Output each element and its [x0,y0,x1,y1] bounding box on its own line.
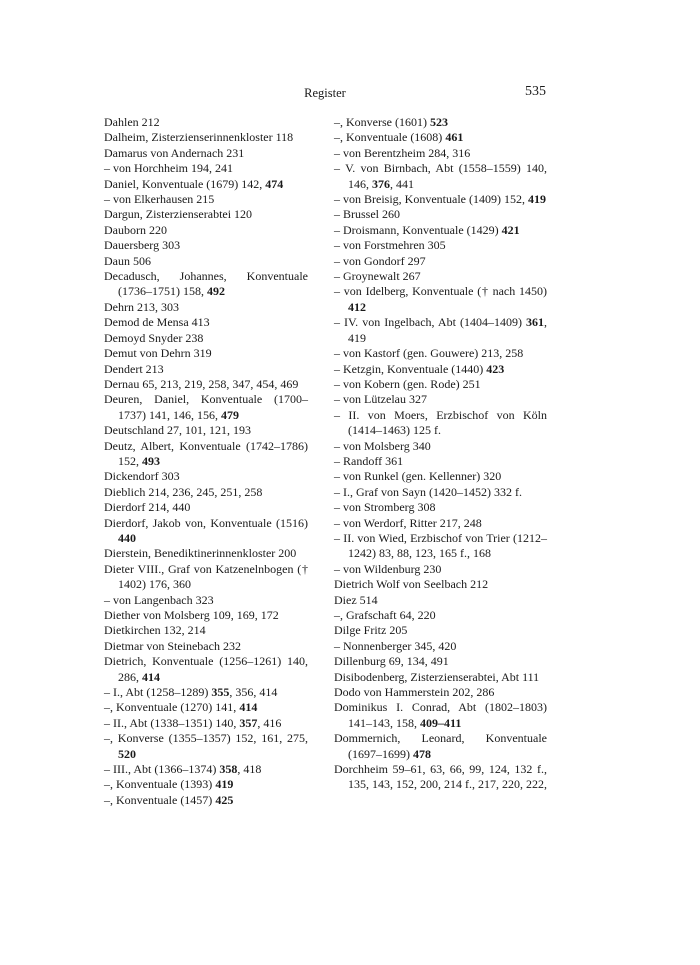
entry-text: Disibodenberg, Zisterzienserabtei, Abt 111 [334,669,540,684]
index-entry [334,269,547,284]
index-entry [104,300,308,315]
index-entry [334,593,547,608]
index-entry [104,207,308,222]
index-entry [334,700,547,731]
entry-text: Dorchheim 59–61, 63, 66, 99, 124, 132 f., 135, 143, 152, 200, 214 f., 217, 220, 222, [334,762,547,792]
entry-text: – von Berentzheim 284, 316 [334,145,471,160]
entry-text: Dauersberg 303 [104,238,181,253]
index-entry [334,500,547,515]
bold-page-ref: 419 [527,192,546,207]
bold-page-ref: 478 [413,746,431,761]
index-entry [334,670,547,685]
entry-text: Damarus von Andernach 231 [104,145,245,160]
entry-text: , 419 [348,315,547,345]
entry-text: Deuren, Daniel, Konventuale (1700–1737) 141, 146, 156, [104,392,308,422]
running-title: Register [304,86,346,100]
entry-text: Dietkirchen 132, 214 [104,623,206,638]
index-entry [104,177,308,192]
entry-text: – von Wildenburg 230 [334,561,442,576]
entry-text: – von Gondorf 297 [334,253,426,268]
bold-page-ref: 423 [486,361,505,376]
index-entry [334,639,547,654]
index-entry [334,654,547,669]
index-entry [104,777,308,792]
index-entry [334,531,547,562]
entry-text: – von Stromberg 308 [334,500,436,515]
bold-page-ref: 425 [215,792,234,807]
index-entry [104,423,308,438]
entry-text: Dendert 213 [104,361,164,376]
index-entry [104,685,308,700]
entry-text: – Brussel 260 [334,207,400,222]
bold-page-ref: 474 [265,176,284,191]
index-entry [104,331,308,346]
index-entry [334,392,547,407]
entry-text: Dietrich, Konventuale (1256–1261) 140, 286, [104,654,308,684]
entry-text: –, Konventuale (1457) [104,792,216,807]
index-entry [104,223,308,238]
entry-text: Dominikus I. Conrad, Abt (1802–1803) 141–143, 158, [334,700,547,730]
bold-page-ref: 440 [118,530,136,545]
index-entry [104,716,308,731]
entry-text: Dehrn 213, 303 [104,299,179,314]
bold-page-ref: 357 [239,715,258,730]
entry-text: – IV. von Ingelbach, Abt (1404–1409) [334,315,526,330]
bold-page-ref: 409–411 [420,715,462,730]
entry-text: Dilge Fritz 205 [334,623,408,638]
bold-page-ref: 376 [372,176,390,191]
index-entry [104,377,308,392]
index-entry [104,115,308,130]
entry-text: Deutz, Albert, Konventuale (1742–1786) 152, [104,438,308,468]
index-column-left [104,115,308,808]
index-entry [334,130,547,145]
index-entry [104,392,308,423]
index-column-right [334,115,547,793]
index-entry [334,161,547,192]
entry-text: , 418 [237,762,262,777]
index-entry [104,700,308,715]
entry-text: –, Konventuale (1393) [104,777,216,792]
index-entry [334,238,547,253]
index-entry [334,377,547,392]
entry-text: – Randoff 361 [334,453,404,468]
index-entry [104,623,308,638]
entry-text: Dargun, Zisterzienserabtei 120 [104,207,253,222]
index-entry [334,346,547,361]
entry-text: – Groynewalt 267 [334,269,421,284]
entry-text: Demod de Mensa 413 [104,315,210,330]
entry-text: – III., Abt (1366–1374) [104,762,220,777]
entry-text: Dierstein, Benediktinerinnenkloster 200 [104,546,297,561]
bold-page-ref: 493 [142,453,160,468]
entry-text: Dieblich 214, 236, 245, 251, 258 [104,484,263,499]
index-entry [334,223,547,238]
entry-text: – von Elkerhausen 215 [104,192,215,207]
entry-text: Daniel, Konventuale (1679) 142, [104,176,266,191]
bold-page-ref: 479 [221,407,239,422]
entry-text: – von Kobern (gen. Rode) 251 [334,376,481,391]
entry-text: –, Konverse (1355–1357) 152, 161, 275, [104,731,308,746]
entry-text: Deutschland 27, 101, 121, 193 [104,423,251,438]
index-entry [104,608,308,623]
index-entry [334,516,547,531]
bold-page-ref: 461 [445,130,464,145]
index-entry [334,731,547,762]
index-entry [104,485,308,500]
bold-page-ref: 421 [501,222,520,237]
index-entry [104,562,308,593]
index-entry [104,130,308,145]
index-entry [104,146,308,161]
entry-text: Diether von Molsberg 109, 169, 172 [104,608,279,622]
bold-page-ref: 412 [348,299,366,314]
index-entry [334,762,547,793]
entry-text: – II. von Moers, Erzbischof von Köln (1414–1463) 125 f. [334,407,547,438]
index-entry [334,623,547,638]
index-entry [104,192,308,207]
entry-text: –, Konverse (1601) [334,115,430,129]
entry-text: – von Forstmehren 305 [334,238,446,253]
index-entry [334,207,547,222]
index-entry [334,146,547,161]
index-entry [104,731,308,762]
entry-text: – von Runkel (gen. Kellenner) 320 [334,469,502,484]
index-entry [334,685,547,700]
entry-text: Dierdorf 214, 440 [104,500,191,515]
index-entry [334,284,547,315]
bold-page-ref: 355 [211,685,230,700]
entry-text: – I., Graf von Sayn (1420–1452) 332 f. [334,484,522,499]
index-entry [104,516,308,547]
entry-text: Demut von Dehrn 319 [104,346,212,361]
entry-text: Decadusch, Johannes, Konventuale (1736–1751) 158, [104,269,308,299]
entry-text: – II. von Wied, Erzbischof von Trier (1212–1242) 83, 88, 123, 165 f., 168 [334,530,547,561]
index-entry [104,254,308,269]
entry-text: Dietmar von Steinebach 232 [104,638,241,653]
index-entry [334,608,547,623]
index-entry [104,793,308,808]
entry-text: , 416 [257,715,282,730]
index-entry [104,269,308,300]
entry-text: – Droismann, Konventuale (1429) [334,222,502,237]
entry-text: Diez 514 [334,592,378,607]
index-entry [104,161,308,176]
entry-text: Dickendorf 303 [104,469,180,484]
index-entry [334,192,547,207]
index-entry [334,315,547,346]
index-entry [104,500,308,515]
entry-text: Dommernich, Leonard, Konventuale (1697–1699) [334,731,547,761]
index-entry [104,593,308,608]
page-header [104,84,546,104]
bold-page-ref: 414 [142,669,160,684]
index-entry [104,654,308,685]
bold-page-ref: 492 [207,284,225,299]
page-number: 535 [525,84,546,99]
index-entry [104,639,308,654]
bold-page-ref: 414 [239,700,258,715]
bold-page-ref: 520 [118,746,136,761]
entry-text: , 356, 414 [229,685,278,700]
index-entry [334,439,547,454]
entry-text: Dodo von Hammerstein 202, 286 [334,685,495,700]
entry-text: – von Molsberg 340 [334,438,431,453]
entry-text: Daun 506 [104,253,151,268]
entry-text: Dernau 65, 213, 219, 258, 347, 454, 469 [104,376,299,391]
entry-text: Dierdorf, Jakob von, Konventuale (1516) [104,515,308,530]
entry-text: –, Grafschaft 64, 220 [334,608,436,622]
entry-text: – V. von Birnbach, Abt (1558–1559) 140, 146, [334,161,547,191]
entry-text: Dauborn 220 [104,222,167,237]
entry-text: – von Horchheim 194, 241 [104,161,233,176]
bold-page-ref: 358 [219,762,238,777]
index-entry [104,469,308,484]
entry-text: –, Konventuale (1608) [334,130,446,145]
index-entry [104,546,308,561]
entry-text: Dietrich Wolf von Seelbach 212 [334,577,489,592]
bold-page-ref: 523 [429,115,448,129]
index-entry [334,454,547,469]
entry-text: – von Werdorf, Ritter 217, 248 [334,515,482,530]
bold-page-ref: 419 [215,777,234,792]
index-entry [334,469,547,484]
index-entry [334,485,547,500]
entry-text: – von Breisig, Konventuale (1409) 152, [334,192,528,207]
index-entry [104,315,308,330]
index-entry [104,238,308,253]
index-entry [104,439,308,470]
entry-text: Dieter VIII., Graf von Katzenelnbogen († 1402) 176, 360 [104,561,308,592]
entry-text: – von Kastorf (gen. Gouwere) 213, 258 [334,346,524,361]
entry-text: Dalheim, Zisterzienserinnenkloster 118 [104,130,294,145]
index-entry [334,408,547,439]
entry-text: Demoyd Snyder 238 [104,330,204,345]
entry-text: Dahlen 212 [104,115,160,129]
entry-text: – II., Abt (1338–1351) 140, [104,715,240,730]
entry-text: , 441 [390,176,414,191]
index-entry [334,254,547,269]
entry-text: – Nonnenberger 345, 420 [334,638,457,653]
entry-text: – von Lützelau 327 [334,392,427,407]
index-entry [334,115,547,130]
entry-text: – I., Abt (1258–1289) [104,685,212,700]
index-entry [104,346,308,361]
entry-text: Dillenburg 69, 134, 491 [334,654,449,669]
index-entry [104,762,308,777]
entry-text: – von Langenbach 323 [104,592,214,607]
index-entry [334,562,547,577]
index-entry [334,362,547,377]
index-entry [334,577,547,592]
index-entry [104,362,308,377]
entry-text: – Ketzgin, Konventuale (1440) [334,361,487,376]
bold-page-ref: 361 [526,315,544,330]
entry-text: – von Idelberg, Konventuale († nach 1450) [334,284,547,299]
entry-text: –, Konventuale (1270) 141, [104,700,240,715]
